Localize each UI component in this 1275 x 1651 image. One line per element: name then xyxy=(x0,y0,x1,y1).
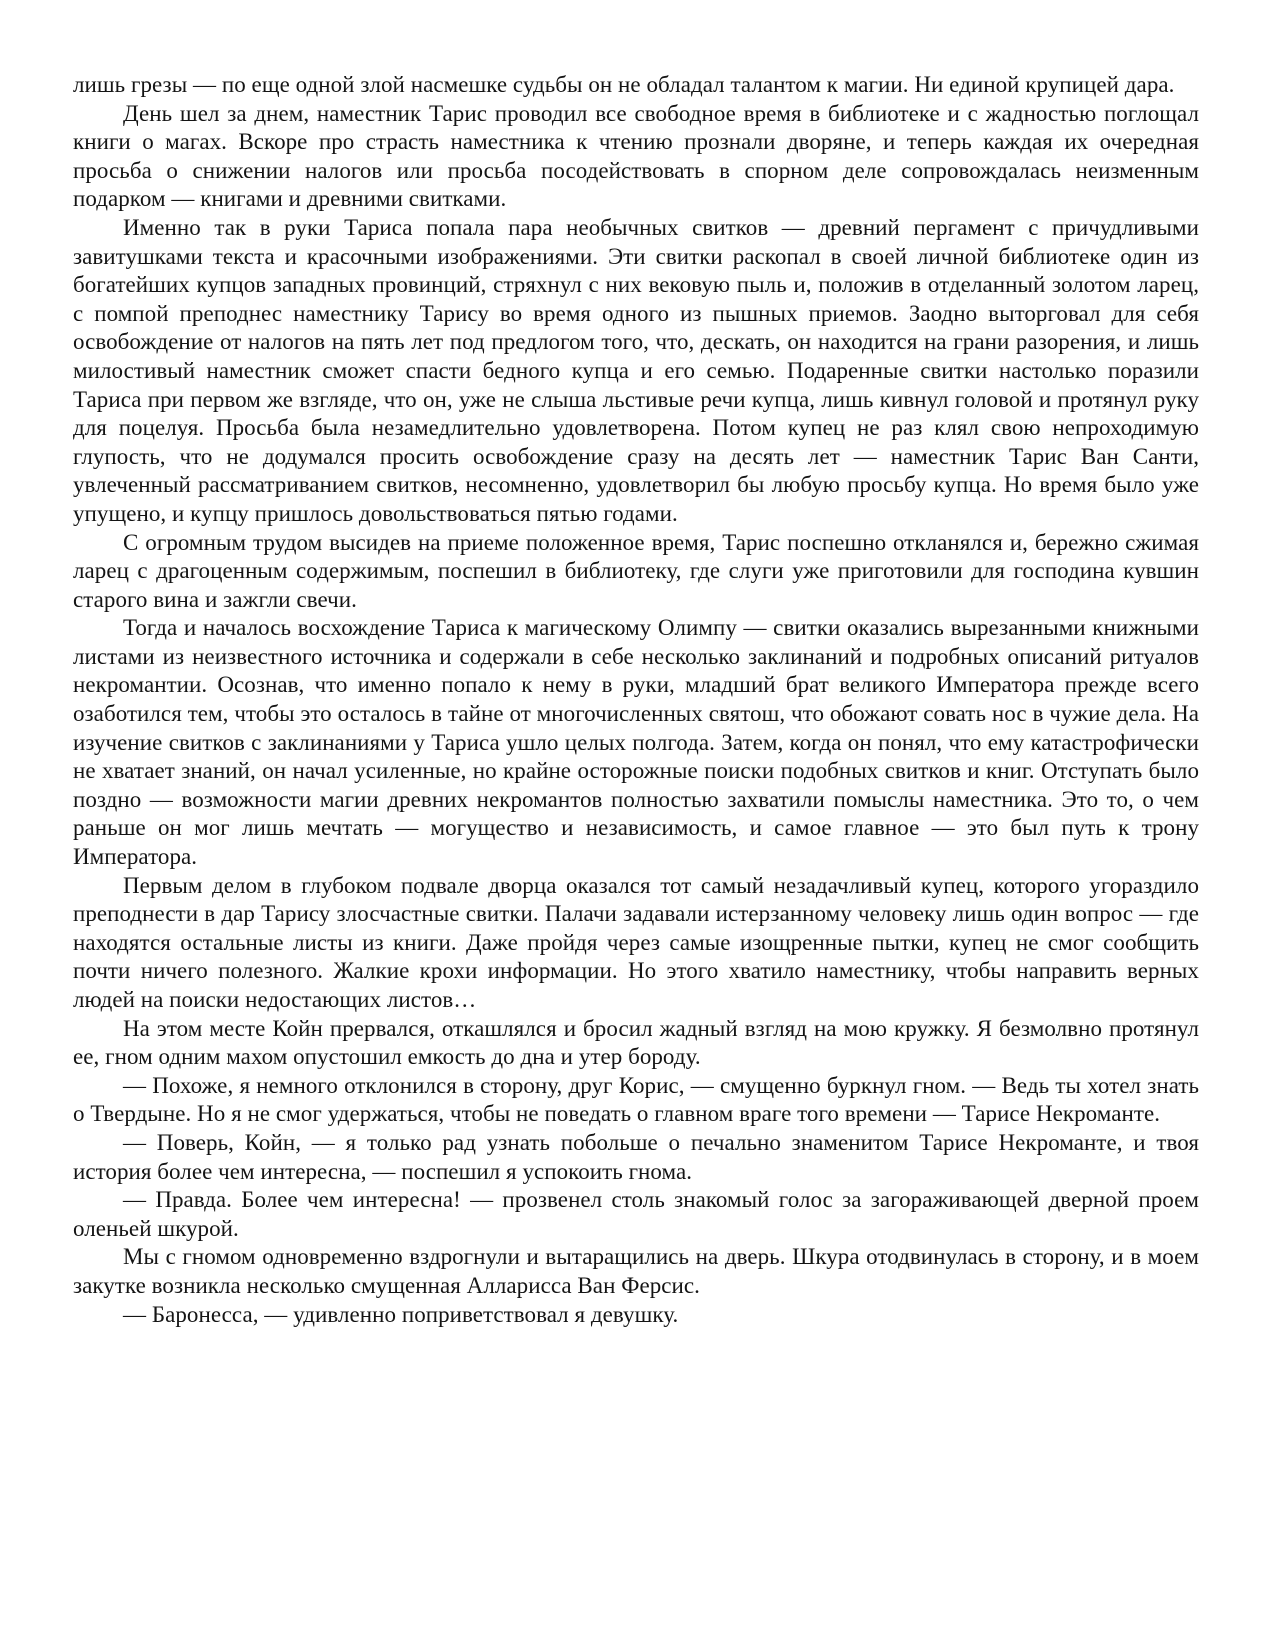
paragraph-10-dialogue: — Правда. Более чем интересна! — прозвенел столь знакомый голос за загораживающей дверной проем оленьей шкурой. xyxy=(73,1187,1199,1241)
paragraph-6: Первым делом в глубоком подвале дворца оказался тот самый незадачливый купец, которого угораздило преподнести в дар Тарису злосчастные свитки. Палачи задавали истерзанному человеку лишь один вопрос — где находятся остальные листы из книги. Даже пройдя через самые изощренные пытки, купец не смог сообщить почти ничего полезного. Жалкие крохи информации. Но этого хватило наместнику, чтобы направить верных людей на поиски недостающих листов… xyxy=(73,872,1199,1012)
paragraph-1: лишь грезы — по еще одной злой насмешке судьбы он не обладал талантом к магии. Ни единой крупицей дара. xyxy=(73,72,1175,97)
paragraph-12-dialogue: — Баронесса, — удивленно поприветствовал я девушку. xyxy=(123,1301,679,1327)
paragraph-9-dialogue: — Поверь, Койн, — я только рад узнать побольше о печально знаменитом Тарисе Некроманте, и твоя история более чем интересна, — поспешил я успокоить гнома. xyxy=(73,1129,1199,1184)
paragraph-8-dialogue: — Похоже, я немного отклонился в сторону, друг Корис, — смущенно буркнул гном. — Ведь ты хотел знать о Твердыне. Но я не смог удержаться, чтобы не поведать о главном враге того времени — Тарисе Некроманте. xyxy=(73,1072,1199,1127)
page-text xyxy=(73,71,1199,1329)
paragraph-5: Тогда и началось восхождение Тариса к магическому Олимпу — свитки оказались вырезанными книжными листами из неизвестного источника и содержали в себе несколько заклинаний и подробных описаний ритуалов некромантии. Осознав, что именно попало к нему в руки, младший брат великого Императора прежде всего озаботился тем, чтобы это осталось в тайне от многочисленных святош, что обожают совать нос в чужие дела. На изучение свитков с заклинаниями у Тариса ушло целых полгода. Затем, когда он понял, что ему катастрофически не хватает знаний, он начал усиленные, но крайне осторожные поиски подобных свитков и книг. Отступать было поздно — возможности магии древних некромантов полностью захватили помыслы наместника. Это то, о чем раньше он мог лишь мечтать — могущество и независимость, и самое главное — это был путь к трону Императора. xyxy=(73,615,1199,870)
paragraph-2: День шел за днем, наместник Тарис проводил все свободное время в библиотеке и с жадностью поглощал книги о магах. Вскоре про страсть наместника к чтению прознали дворяне, и теперь каждая их очередная просьба о снижении налогов или просьба посодействовать в спорном деле сопровождалась неизменным подарком — книгами и древними свитками. xyxy=(73,100,1199,212)
paragraph-7: На этом месте Койн прервался, откашлялся и бросил жадный взгляд на мою кружку. Я безмолвно протянул ее, гном одним махом опустошил емкость до дна и утер бороду. xyxy=(73,1015,1199,1070)
paragraph-4: С огромным трудом высидев на приеме положенное время, Тарис поспешно откланялся и, бережно сжимая ларец с драгоценным содержимым, поспешил в библиотеку, где слуги уже приготовили для господина кувшин старого вина и зажгли свечи. xyxy=(73,529,1199,612)
paragraph-11: Мы с гномом одновременно вздрогнули и вытаращились на дверь. Шкура отодвинулась в сторону, и в моем закутке возникла несколько смущенная Алларисса Ван Ферсис. xyxy=(73,1244,1199,1298)
paragraph-3: Именно так в руки Тариса попала пара необычных свитков — древний пергамент с причудливыми завитушками текста и красочными изображениями. Эти свитки раскопал в своей личной библиотеке один из богатейших купцов западных провинций, стряхнул с них вековую пыль и, положив в отделанный золотом ларец, с помпой преподнес наместнику Тарису во время одного из пышных приемов. Заодно выторговал для себя освобождение от налогов на пять лет под предлогом того, что, дескать, он находится на грани разорения, и лишь милостивый наместник сможет спасти бедного купца и его семью. Подаренные свитки настолько поразили Тариса при первом же взгляде, что он, уже не слыша льстивые речи купца, лишь кивнул головой и протянул руку для поцелуя. Просьба была незамедлительно удовлетворена. Потом купец не раз клял свою непроходимую глупость, что не додумался просить освобождение сразу на десять лет — наместник Тарис Ван Санти, увлеченный рассматриванием свитков, несомненно, удовлетворил бы любую просьбу купца. Но время было уже упущено, и купцу пришлось довольствоваться пятью годами. xyxy=(73,214,1199,526)
